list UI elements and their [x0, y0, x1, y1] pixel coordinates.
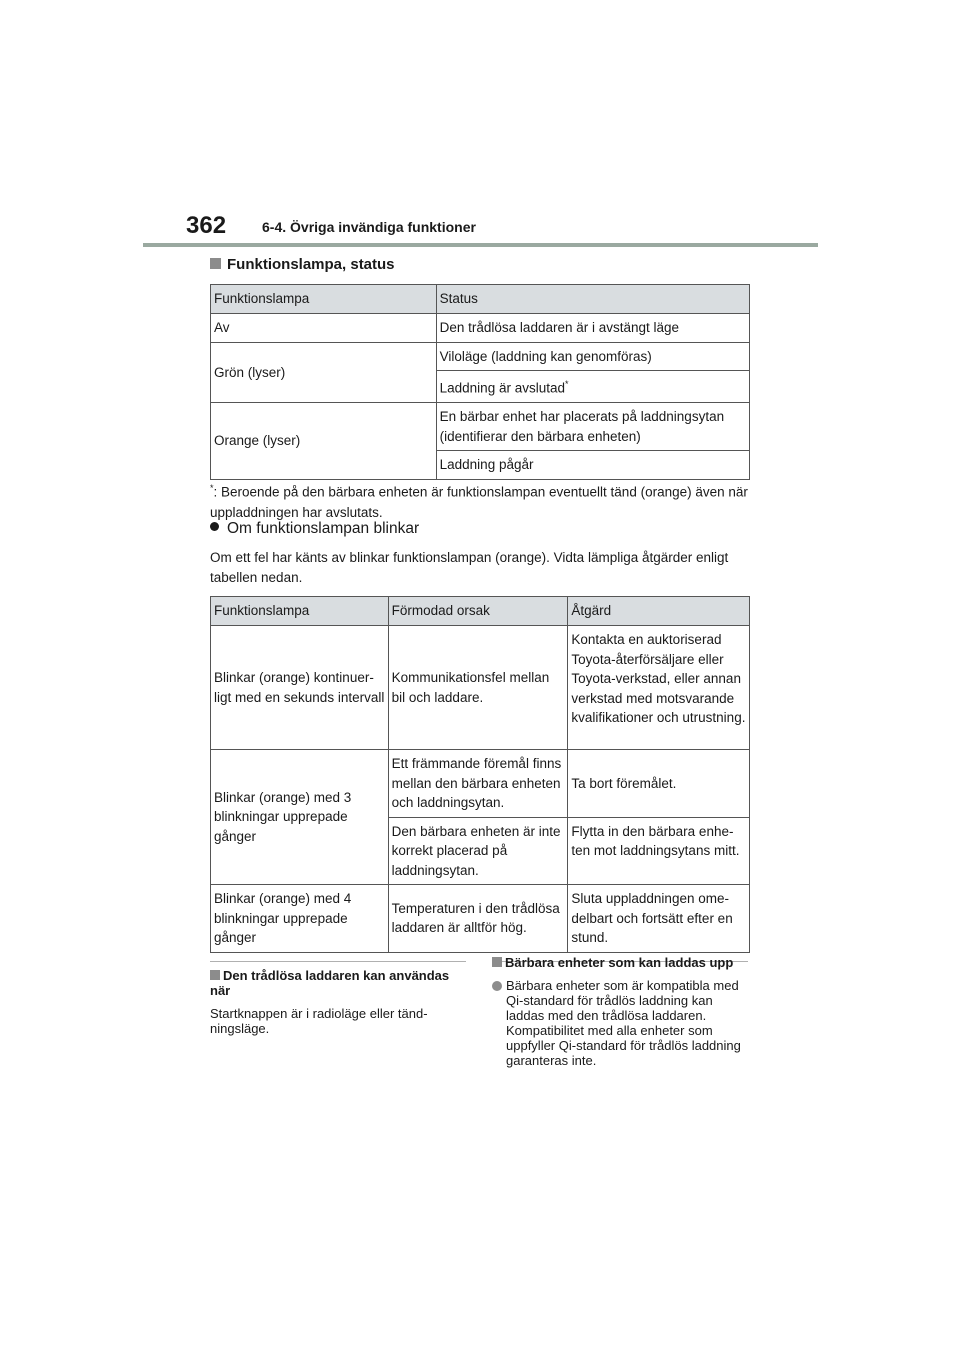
table-cell: Den bärbara enheten är inte korrekt placerad på laddningsytan.: [388, 817, 568, 885]
table-row: [211, 403, 750, 451]
table-cell: Sluta uppladdningen omedelbart och fortsätt efter en stund.: [568, 885, 750, 953]
status-table: [210, 284, 750, 480]
note-text: Startknappen är i radioläge eller tändningsläge.: [210, 1006, 428, 1036]
status-heading: Funktionslampa, status: [210, 256, 395, 273]
bullet-icon: [210, 522, 219, 531]
blink-intro: Om ett fel har känts av blinkar funktionslampan (orange). Vidta lämpliga åtgärder enligt tabellen nedan.: [210, 550, 729, 585]
column-divider: [210, 961, 466, 962]
footnote-marker: *: [564, 379, 569, 389]
table-cell: Av: [211, 314, 437, 343]
square-bullet-icon: [210, 258, 221, 269]
note-bullet-item: [492, 978, 748, 1068]
table-header-row: [211, 285, 750, 314]
table-cell: Blinkar (orange) kontinuerligt med en sekunds intervall: [211, 626, 389, 750]
table-cell: Laddning är avslutad*: [436, 371, 749, 403]
section-title: 6-4. Övriga invändiga funktioner: [262, 219, 476, 235]
column-header: Status: [436, 285, 749, 314]
square-bullet-icon: [492, 957, 502, 967]
column-header: Förmodad orsak: [388, 597, 568, 626]
table-cell: Flytta in den bärbara enheten mot laddningsytans mitt.: [568, 817, 750, 885]
page-number: 362: [186, 212, 227, 239]
bullet-icon: [492, 981, 502, 991]
square-bullet-icon: [210, 970, 220, 980]
column-header: Åtgärd: [568, 597, 750, 626]
header-divider: [143, 243, 818, 247]
table-header-row: [211, 597, 750, 626]
table-cell: Laddning pågår: [436, 451, 749, 480]
table-cell: Kommunikationsfel mellan bil och laddare.: [388, 626, 568, 750]
table-row: [211, 342, 750, 371]
table-cell: Viloläge (laddning kan genomföras): [436, 342, 749, 371]
left-note: [210, 968, 462, 1036]
footnote-marker: *: [210, 483, 214, 493]
column-header: Funktionslampa: [211, 597, 389, 626]
table-cell: Blinkar (orange) med 4 blinkningar upprepade gånger: [211, 885, 389, 953]
note-text: Bärbara enheter som är kompatibla med Qi-standard för trådlös laddning kan laddas med den trådlösa laddaren. Kompatibilitet med alla enheter som uppfyller Qi-standard för trådlös laddning garanteras inte.: [506, 978, 741, 1068]
table-cell: Kontakta en auktoriserad Toyota-återförsäljare eller Toyota-verkstad, eller annan verkstad med motsvarande kvalifikationer och utrustning.: [568, 626, 750, 750]
note-heading: Bärbara enheter som kan laddas upp: [492, 955, 748, 970]
note-heading: Den trådlösa laddaren kan användas när: [210, 968, 450, 998]
footnote: *: Beroende på den bärbara enheten är funktionslampan eventuellt tänd (orange) även när uppladdningen har avslutats.: [210, 483, 748, 520]
column-header: Funktionslampa: [211, 285, 437, 314]
table-row: [211, 885, 750, 953]
table-cell: Ta bort föremålet.: [568, 750, 750, 818]
blink-table: [210, 596, 750, 953]
table-cell: Grön (lyser): [211, 342, 437, 403]
table-cell: Temperaturen i den trådlösa laddaren är alltför hög.: [388, 885, 568, 953]
table-cell: Blinkar (orange) med 3 blinkningar upprepade gånger: [211, 750, 389, 885]
right-note: [492, 955, 748, 1068]
table-cell: Orange (lyser): [211, 403, 437, 480]
table-row: [211, 750, 750, 818]
table-row: [211, 626, 750, 750]
table-row: [211, 314, 750, 343]
table-cell: Ett främmande föremål finns mellan den bärbara enheten och laddningsytan.: [388, 750, 568, 818]
blink-heading: Om funktionslampan blinkar: [210, 520, 419, 538]
table-cell: Den trådlösa laddaren är i avstängt läge: [436, 314, 749, 343]
table-cell: En bärbar enhet har placerats på laddningsytan (identifierar den bärbara enheten): [436, 403, 749, 451]
